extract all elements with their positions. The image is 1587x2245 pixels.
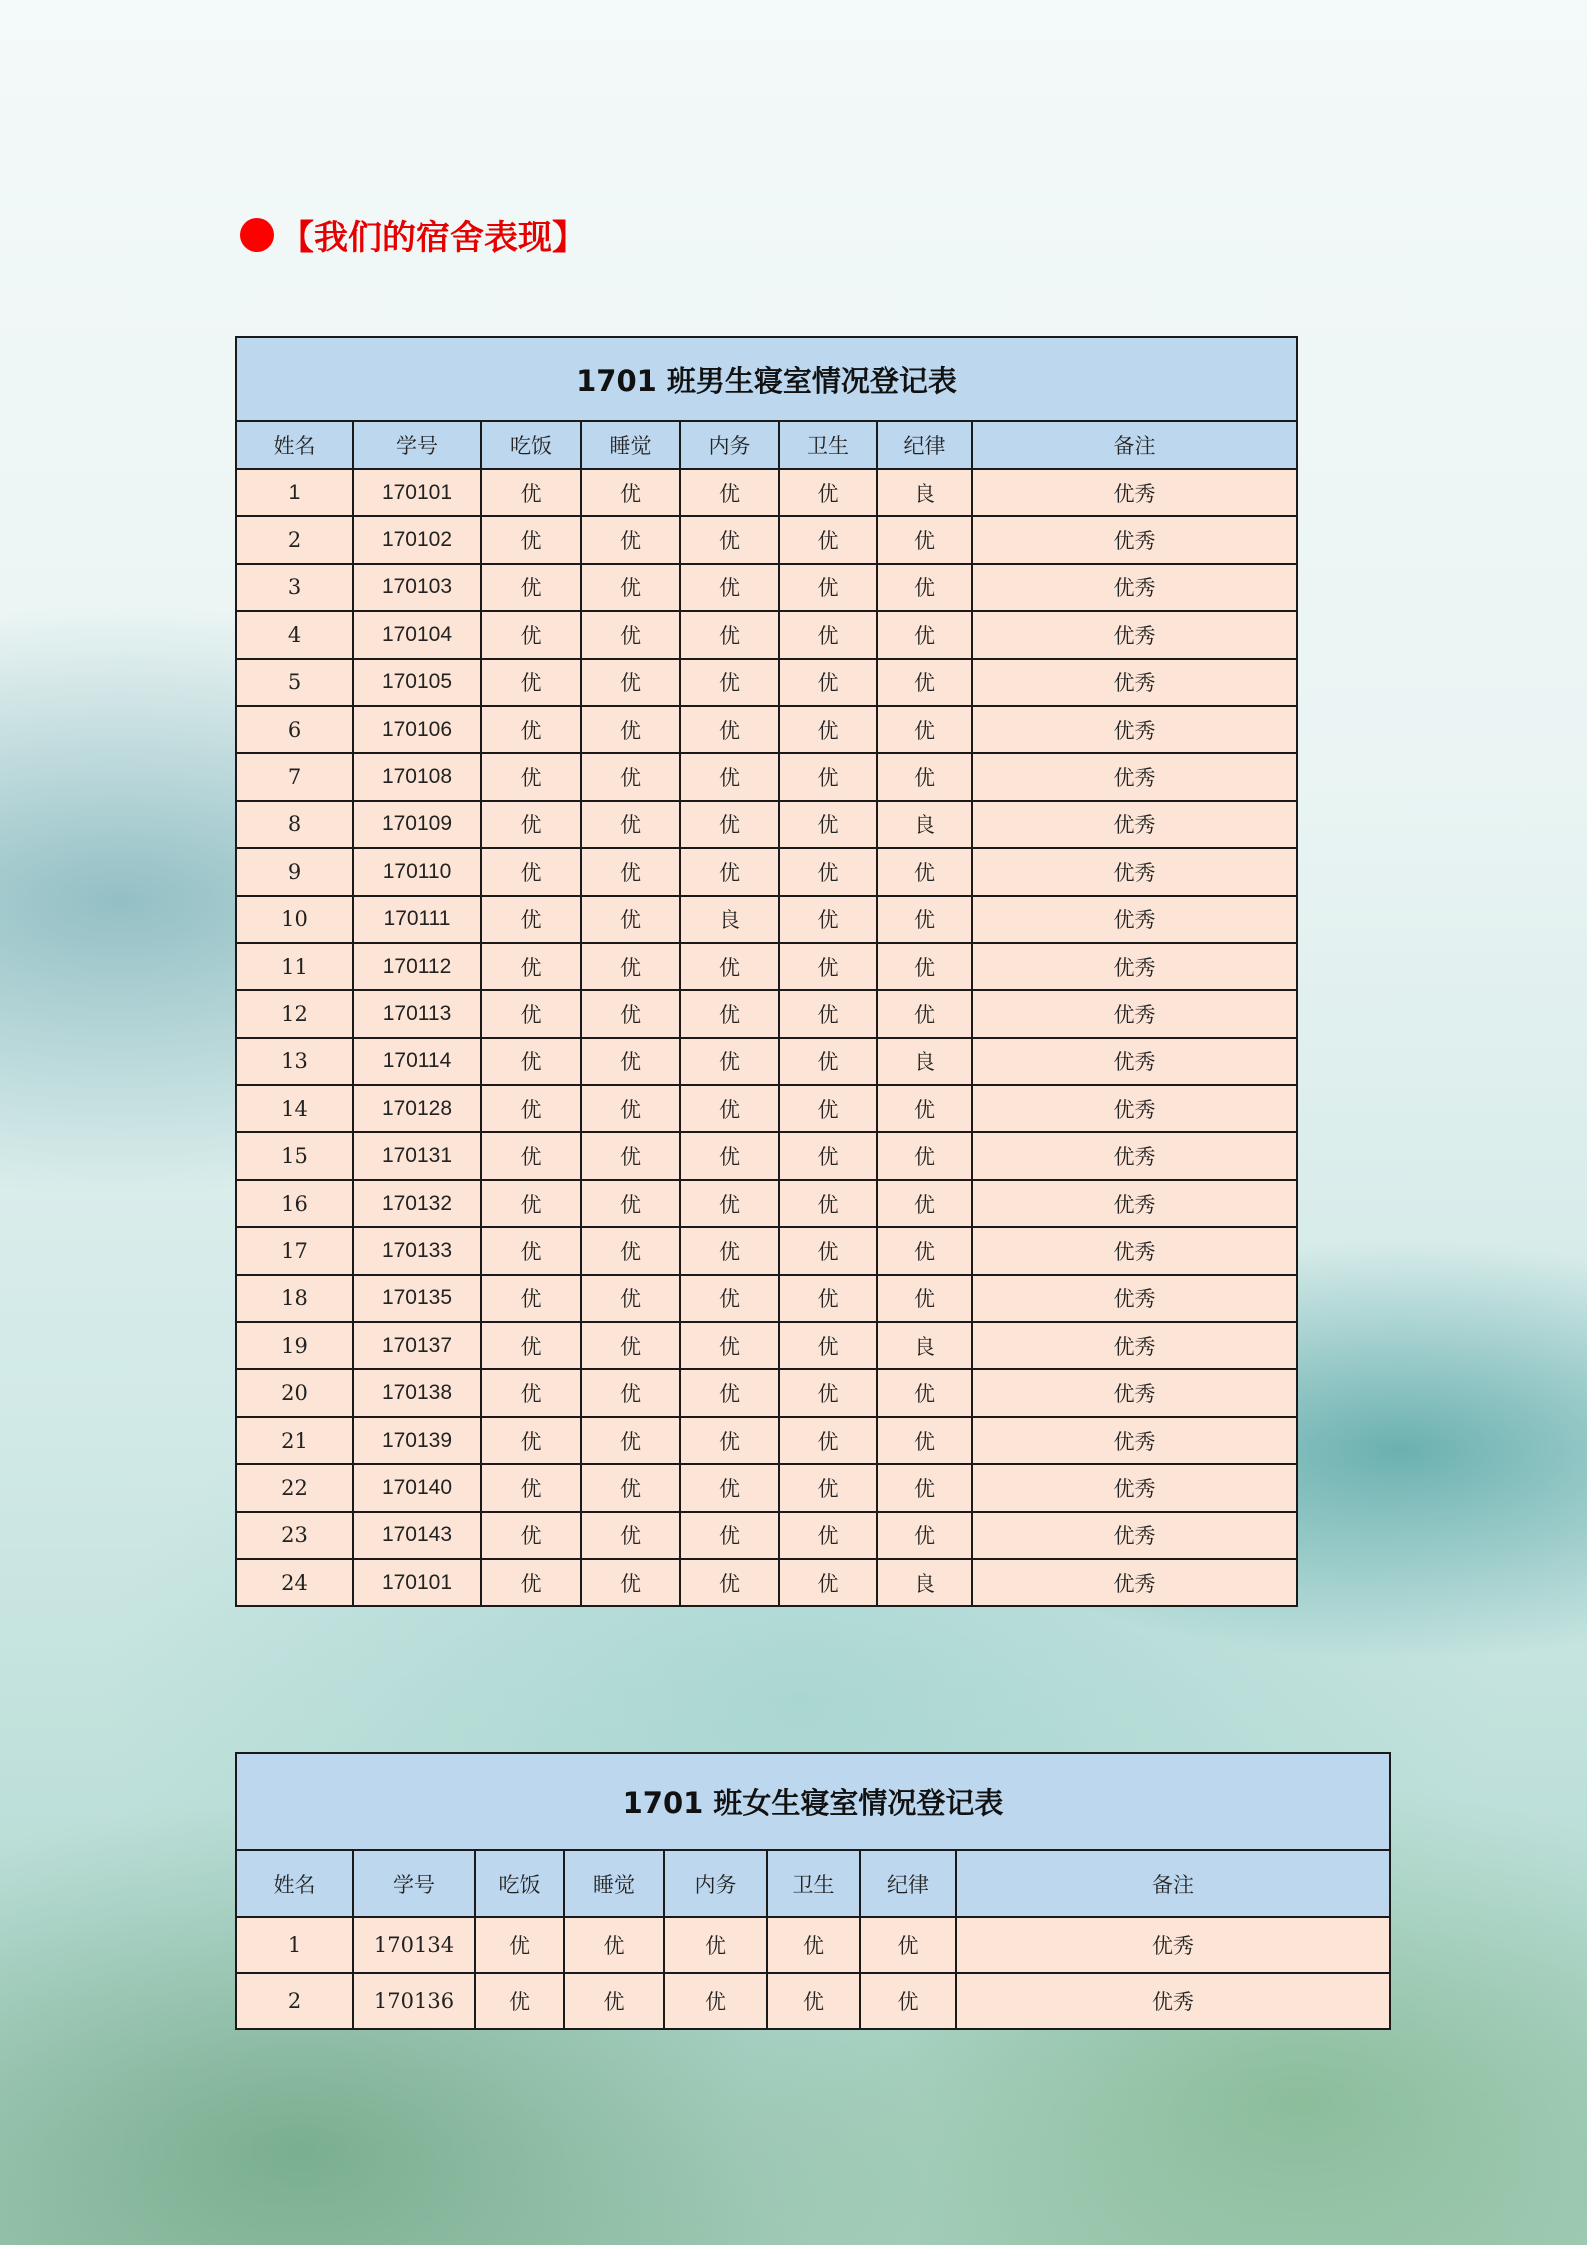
table-row — [236, 469, 1297, 516]
boys-cell-discipline-col: 优 — [877, 659, 972, 706]
boys-cell-remarks-col: 优秀 — [972, 1512, 1297, 1559]
boys-cell-eating-col: 优 — [481, 1369, 581, 1416]
boys-header-housekeeping-col: 内务 — [680, 421, 779, 469]
table-row — [236, 1132, 1297, 1179]
boys-cell-sleeping-col: 优 — [581, 1132, 680, 1179]
boys-cell-remarks-col: 优秀 — [972, 848, 1297, 895]
girls-cell-eating-col: 优 — [475, 1973, 564, 2029]
girls-header-housekeeping-col: 内务 — [664, 1850, 767, 1917]
boys-cell-name-col: 19 — [236, 1322, 353, 1369]
boys-header-name-col: 姓名 — [236, 421, 353, 469]
boys-cell-remarks-col: 优秀 — [972, 1417, 1297, 1464]
boys-cell-eating-col: 优 — [481, 801, 581, 848]
boys-cell-housekeeping-col: 优 — [680, 990, 779, 1037]
boys-cell-discipline-col: 优 — [877, 848, 972, 895]
girls-cell-sleeping-col: 优 — [564, 1973, 664, 2029]
boys-cell-remarks-col: 优秀 — [972, 753, 1297, 800]
boys-cell-eating-col: 优 — [481, 1559, 581, 1606]
girls-cell-student-id-col: 170134 — [353, 1917, 475, 1973]
boys-cell-student-id-col: 170108 — [353, 753, 481, 800]
boys-cell-housekeeping-col: 优 — [680, 1275, 779, 1322]
boys-cell-student-id-col: 170131 — [353, 1132, 481, 1179]
table-row — [236, 943, 1297, 990]
boys-cell-remarks-col: 优秀 — [972, 706, 1297, 753]
girls-cell-hygiene-col: 优 — [767, 1917, 860, 1973]
boys-cell-remarks-col: 优秀 — [972, 896, 1297, 943]
boys-cell-student-id-col: 170110 — [353, 848, 481, 895]
girls-cell-housekeeping-col: 优 — [664, 1973, 767, 2029]
boys-cell-discipline-col: 优 — [877, 706, 972, 753]
boys-cell-sleeping-col: 优 — [581, 1464, 680, 1511]
boys-cell-eating-col: 优 — [481, 1275, 581, 1322]
boys-cell-discipline-col: 优 — [877, 990, 972, 1037]
boys-cell-hygiene-col: 优 — [779, 469, 877, 516]
table-row — [236, 1275, 1297, 1322]
boys-cell-name-col: 23 — [236, 1512, 353, 1559]
boys-cell-student-id-col: 170109 — [353, 801, 481, 848]
boys-cell-name-col: 9 — [236, 848, 353, 895]
boys-cell-name-col: 2 — [236, 516, 353, 563]
table-row — [236, 1227, 1297, 1274]
boys-cell-student-id-col: 170140 — [353, 1464, 481, 1511]
boys-cell-sleeping-col: 优 — [581, 1180, 680, 1227]
boys-cell-name-col: 11 — [236, 943, 353, 990]
boys-cell-eating-col: 优 — [481, 469, 581, 516]
boys-cell-hygiene-col: 优 — [779, 1559, 877, 1606]
boys-cell-sleeping-col: 优 — [581, 1322, 680, 1369]
boys-cell-hygiene-col: 优 — [779, 1417, 877, 1464]
boys-cell-discipline-col: 良 — [877, 1322, 972, 1369]
boys-cell-eating-col: 优 — [481, 1038, 581, 1085]
girls-cell-hygiene-col: 优 — [767, 1973, 860, 2029]
girls-header-hygiene-col: 卫生 — [767, 1850, 860, 1917]
boys-cell-sleeping-col: 优 — [581, 469, 680, 516]
boys-cell-remarks-col: 优秀 — [972, 1464, 1297, 1511]
boys-cell-eating-col: 优 — [481, 1227, 581, 1274]
boys-cell-discipline-col: 良 — [877, 801, 972, 848]
boys-cell-housekeeping-col: 优 — [680, 564, 779, 611]
boys-cell-sleeping-col: 优 — [581, 1559, 680, 1606]
table-row — [236, 564, 1297, 611]
boys-cell-name-col: 12 — [236, 990, 353, 1037]
boys-cell-student-id-col: 170113 — [353, 990, 481, 1037]
boys-cell-discipline-col: 优 — [877, 611, 972, 658]
boys-cell-housekeeping-col: 优 — [680, 848, 779, 895]
boys-cell-housekeeping-col: 优 — [680, 753, 779, 800]
boys-cell-hygiene-col: 优 — [779, 1512, 877, 1559]
boys-cell-student-id-col: 170104 — [353, 611, 481, 658]
boys-cell-student-id-col: 170112 — [353, 943, 481, 990]
boys-cell-sleeping-col: 优 — [581, 1369, 680, 1416]
boys-cell-hygiene-col: 优 — [779, 1275, 877, 1322]
table-row — [236, 1085, 1297, 1132]
table-row — [236, 990, 1297, 1037]
boys-cell-housekeeping-col: 优 — [680, 943, 779, 990]
boys-cell-discipline-col: 优 — [877, 1275, 972, 1322]
boys-cell-remarks-col: 优秀 — [972, 1275, 1297, 1322]
boys-cell-remarks-col: 优秀 — [972, 1085, 1297, 1132]
boys-table-header — [236, 421, 1297, 469]
boys-cell-eating-col: 优 — [481, 848, 581, 895]
boys-cell-remarks-col: 优秀 — [972, 1132, 1297, 1179]
table-row — [236, 1559, 1297, 1606]
boys-cell-eating-col: 优 — [481, 1417, 581, 1464]
boys-cell-name-col: 3 — [236, 564, 353, 611]
boys-cell-eating-col: 优 — [481, 1464, 581, 1511]
girls-header-discipline-col: 纪律 — [860, 1850, 956, 1917]
boys-cell-student-id-col: 170111 — [353, 896, 481, 943]
boys-cell-housekeeping-col: 优 — [680, 1038, 779, 1085]
red-bullet-icon — [240, 218, 274, 252]
boys-header-discipline-col: 纪律 — [877, 421, 972, 469]
boys-cell-discipline-col: 优 — [877, 1417, 972, 1464]
boys-cell-name-col: 4 — [236, 611, 353, 658]
table-row — [236, 1917, 1390, 1973]
girls-cell-remarks-col: 优秀 — [956, 1917, 1390, 1973]
boys-cell-discipline-col: 优 — [877, 1464, 972, 1511]
girls-header-student-id-col: 学号 — [353, 1850, 475, 1917]
boys-cell-hygiene-col: 优 — [779, 1085, 877, 1132]
boys-cell-name-col: 22 — [236, 1464, 353, 1511]
boys-cell-name-col: 24 — [236, 1559, 353, 1606]
boys-cell-hygiene-col: 优 — [779, 564, 877, 611]
boys-cell-discipline-col: 优 — [877, 564, 972, 611]
boys-cell-name-col: 6 — [236, 706, 353, 753]
boys-cell-remarks-col: 优秀 — [972, 564, 1297, 611]
boys-cell-housekeeping-col: 优 — [680, 706, 779, 753]
boys-cell-discipline-col: 优 — [877, 896, 972, 943]
boys-cell-hygiene-col: 优 — [779, 1038, 877, 1085]
boys-cell-name-col: 21 — [236, 1417, 353, 1464]
boys-header-sleeping-col: 睡觉 — [581, 421, 680, 469]
boys-cell-housekeeping-col: 优 — [680, 801, 779, 848]
boys-cell-name-col: 15 — [236, 1132, 353, 1179]
boys-cell-hygiene-col: 优 — [779, 848, 877, 895]
boys-table-title: 1701 班男生寝室情况登记表 — [236, 337, 1297, 421]
boys-cell-remarks-col: 优秀 — [972, 1038, 1297, 1085]
boys-cell-sleeping-col: 优 — [581, 1227, 680, 1274]
boys-cell-name-col: 14 — [236, 1085, 353, 1132]
boys-cell-eating-col: 优 — [481, 1085, 581, 1132]
boys-cell-sleeping-col: 优 — [581, 1275, 680, 1322]
boys-cell-eating-col: 优 — [481, 659, 581, 706]
boys-cell-housekeeping-col: 优 — [680, 659, 779, 706]
boys-cell-sleeping-col: 优 — [581, 1512, 680, 1559]
boys-cell-eating-col: 优 — [481, 943, 581, 990]
table-row — [236, 1038, 1297, 1085]
boys-cell-hygiene-col: 优 — [779, 801, 877, 848]
boys-header-student-id-col: 学号 — [353, 421, 481, 469]
table-row — [236, 659, 1297, 706]
boys-cell-sleeping-col: 优 — [581, 611, 680, 658]
girls-cell-sleeping-col: 优 — [564, 1917, 664, 1973]
boys-cell-sleeping-col: 优 — [581, 1038, 680, 1085]
boys-cell-name-col: 1 — [236, 469, 353, 516]
table-row — [236, 896, 1297, 943]
boys-cell-sleeping-col: 优 — [581, 564, 680, 611]
boys-cell-hygiene-col: 优 — [779, 943, 877, 990]
boys-cell-sleeping-col: 优 — [581, 706, 680, 753]
boys-cell-student-id-col: 170101 — [353, 469, 481, 516]
boys-cell-sleeping-col: 优 — [581, 1085, 680, 1132]
boys-cell-student-id-col: 170132 — [353, 1180, 481, 1227]
table-row — [236, 1417, 1297, 1464]
girls-header-eating-col: 吃饭 — [475, 1850, 564, 1917]
boys-cell-hygiene-col: 优 — [779, 659, 877, 706]
boys-header-hygiene-col: 卫生 — [779, 421, 877, 469]
boys-cell-sleeping-col: 优 — [581, 516, 680, 563]
boys-cell-discipline-col: 良 — [877, 1559, 972, 1606]
boys-cell-housekeeping-col: 良 — [680, 896, 779, 943]
boys-cell-remarks-col: 优秀 — [972, 1369, 1297, 1416]
boys-cell-remarks-col: 优秀 — [972, 1322, 1297, 1369]
boys-cell-housekeeping-col: 优 — [680, 1322, 779, 1369]
table-row — [236, 1512, 1297, 1559]
boys-cell-student-id-col: 170135 — [353, 1275, 481, 1322]
table-row — [236, 1369, 1297, 1416]
boys-cell-housekeeping-col: 优 — [680, 1464, 779, 1511]
boys-cell-remarks-col: 优秀 — [972, 516, 1297, 563]
section-heading-text: 【我们的宿舍表现】 — [280, 218, 586, 258]
girls-table-title: 1701 班女生寝室情况登记表 — [236, 1753, 1390, 1850]
boys-cell-housekeeping-col: 优 — [680, 1180, 779, 1227]
boys-cell-discipline-col: 优 — [877, 1227, 972, 1274]
boys-cell-eating-col: 优 — [481, 1322, 581, 1369]
boys-cell-student-id-col: 170133 — [353, 1227, 481, 1274]
girls-cell-remarks-col: 优秀 — [956, 1973, 1390, 2029]
boys-cell-name-col: 7 — [236, 753, 353, 800]
boys-cell-name-col: 20 — [236, 1369, 353, 1416]
boys-cell-housekeeping-col: 优 — [680, 1417, 779, 1464]
boys-cell-student-id-col: 170102 — [353, 516, 481, 563]
girls-header-remarks-col: 备注 — [956, 1850, 1390, 1917]
boys-cell-eating-col: 优 — [481, 1132, 581, 1179]
boys-cell-hygiene-col: 优 — [779, 516, 877, 563]
table-row — [236, 1180, 1297, 1227]
boys-cell-hygiene-col: 优 — [779, 1180, 877, 1227]
table-row — [236, 1464, 1297, 1511]
boys-cell-hygiene-col: 优 — [779, 706, 877, 753]
boys-cell-discipline-col: 优 — [877, 943, 972, 990]
boys-cell-hygiene-col: 优 — [779, 1369, 877, 1416]
table-row — [236, 611, 1297, 658]
boys-cell-sleeping-col: 优 — [581, 659, 680, 706]
boys-cell-discipline-col: 优 — [877, 1512, 972, 1559]
girls-cell-eating-col: 优 — [475, 1917, 564, 1973]
boys-cell-remarks-col: 优秀 — [972, 990, 1297, 1037]
boys-cell-remarks-col: 优秀 — [972, 1559, 1297, 1606]
boys-cell-name-col: 16 — [236, 1180, 353, 1227]
girls-cell-name-col: 1 — [236, 1917, 353, 1973]
girls-table-body — [236, 1917, 1390, 2029]
boys-cell-student-id-col: 170105 — [353, 659, 481, 706]
table-row — [236, 516, 1297, 563]
boys-cell-eating-col: 优 — [481, 896, 581, 943]
boys-cell-discipline-col: 优 — [877, 1369, 972, 1416]
boys-cell-sleeping-col: 优 — [581, 943, 680, 990]
boys-cell-name-col: 5 — [236, 659, 353, 706]
boys-cell-remarks-col: 优秀 — [972, 659, 1297, 706]
boys-header-remarks-col: 备注 — [972, 421, 1297, 469]
table-row — [236, 1322, 1297, 1369]
boys-cell-eating-col: 优 — [481, 1512, 581, 1559]
girls-dorm-table — [235, 1752, 1391, 2030]
boys-cell-eating-col: 优 — [481, 706, 581, 753]
girls-header-sleeping-col: 睡觉 — [564, 1850, 664, 1917]
boys-cell-housekeeping-col: 优 — [680, 1085, 779, 1132]
boys-cell-discipline-col: 良 — [877, 1038, 972, 1085]
table-row — [236, 753, 1297, 800]
boys-cell-hygiene-col: 优 — [779, 896, 877, 943]
boys-cell-remarks-col: 优秀 — [972, 801, 1297, 848]
boys-cell-remarks-col: 优秀 — [972, 1180, 1297, 1227]
boys-cell-remarks-col: 优秀 — [972, 1227, 1297, 1274]
table-row — [236, 706, 1297, 753]
boys-cell-name-col: 13 — [236, 1038, 353, 1085]
boys-cell-name-col: 10 — [236, 896, 353, 943]
boys-cell-housekeeping-col: 优 — [680, 516, 779, 563]
boys-table-body — [236, 469, 1297, 1606]
boys-cell-sleeping-col: 优 — [581, 1417, 680, 1464]
boys-cell-housekeeping-col: 优 — [680, 1132, 779, 1179]
girls-cell-student-id-col: 170136 — [353, 1973, 475, 2029]
boys-cell-sleeping-col: 优 — [581, 848, 680, 895]
boys-cell-student-id-col: 170138 — [353, 1369, 481, 1416]
boys-cell-student-id-col: 170143 — [353, 1512, 481, 1559]
boys-cell-student-id-col: 170103 — [353, 564, 481, 611]
boys-cell-hygiene-col: 优 — [779, 990, 877, 1037]
table-row — [236, 801, 1297, 848]
boys-cell-discipline-col: 良 — [877, 469, 972, 516]
boys-header-eating-col: 吃饭 — [481, 421, 581, 469]
boys-cell-hygiene-col: 优 — [779, 1132, 877, 1179]
boys-cell-hygiene-col: 优 — [779, 753, 877, 800]
section-heading — [240, 210, 586, 259]
girls-cell-name-col: 2 — [236, 1973, 353, 2029]
table-row — [236, 848, 1297, 895]
boys-cell-housekeeping-col: 优 — [680, 1369, 779, 1416]
boys-cell-discipline-col: 优 — [877, 516, 972, 563]
boys-cell-hygiene-col: 优 — [779, 1227, 877, 1274]
boys-cell-name-col: 8 — [236, 801, 353, 848]
boys-cell-hygiene-col: 优 — [779, 1322, 877, 1369]
boys-cell-student-id-col: 170139 — [353, 1417, 481, 1464]
girls-header-name-col: 姓名 — [236, 1850, 353, 1917]
boys-cell-student-id-col: 170106 — [353, 706, 481, 753]
boys-cell-eating-col: 优 — [481, 516, 581, 563]
boys-cell-housekeeping-col: 优 — [680, 611, 779, 658]
girls-cell-discipline-col: 优 — [860, 1973, 956, 2029]
boys-cell-student-id-col: 170137 — [353, 1322, 481, 1369]
boys-cell-sleeping-col: 优 — [581, 896, 680, 943]
boys-cell-eating-col: 优 — [481, 1180, 581, 1227]
boys-cell-housekeeping-col: 优 — [680, 469, 779, 516]
boys-cell-sleeping-col: 优 — [581, 753, 680, 800]
table-row — [236, 1973, 1390, 2029]
boys-cell-student-id-col: 170101 — [353, 1559, 481, 1606]
boys-dorm-table — [235, 336, 1298, 1607]
girls-cell-housekeeping-col: 优 — [664, 1917, 767, 1973]
boys-cell-name-col: 18 — [236, 1275, 353, 1322]
girls-table-header — [236, 1850, 1390, 1917]
boys-cell-housekeeping-col: 优 — [680, 1512, 779, 1559]
boys-cell-sleeping-col: 优 — [581, 801, 680, 848]
boys-cell-discipline-col: 优 — [877, 753, 972, 800]
boys-cell-hygiene-col: 优 — [779, 1464, 877, 1511]
boys-cell-sleeping-col: 优 — [581, 990, 680, 1037]
boys-cell-eating-col: 优 — [481, 753, 581, 800]
boys-cell-name-col: 17 — [236, 1227, 353, 1274]
boys-cell-discipline-col: 优 — [877, 1180, 972, 1227]
boys-cell-remarks-col: 优秀 — [972, 469, 1297, 516]
boys-cell-remarks-col: 优秀 — [972, 611, 1297, 658]
boys-cell-housekeeping-col: 优 — [680, 1559, 779, 1606]
boys-cell-discipline-col: 优 — [877, 1085, 972, 1132]
boys-cell-eating-col: 优 — [481, 564, 581, 611]
boys-cell-discipline-col: 优 — [877, 1132, 972, 1179]
boys-cell-eating-col: 优 — [481, 611, 581, 658]
boys-cell-housekeeping-col: 优 — [680, 1227, 779, 1274]
boys-cell-remarks-col: 优秀 — [972, 943, 1297, 990]
boys-cell-eating-col: 优 — [481, 990, 581, 1037]
boys-cell-student-id-col: 170114 — [353, 1038, 481, 1085]
boys-cell-student-id-col: 170128 — [353, 1085, 481, 1132]
boys-cell-hygiene-col: 优 — [779, 611, 877, 658]
girls-cell-discipline-col: 优 — [860, 1917, 956, 1973]
